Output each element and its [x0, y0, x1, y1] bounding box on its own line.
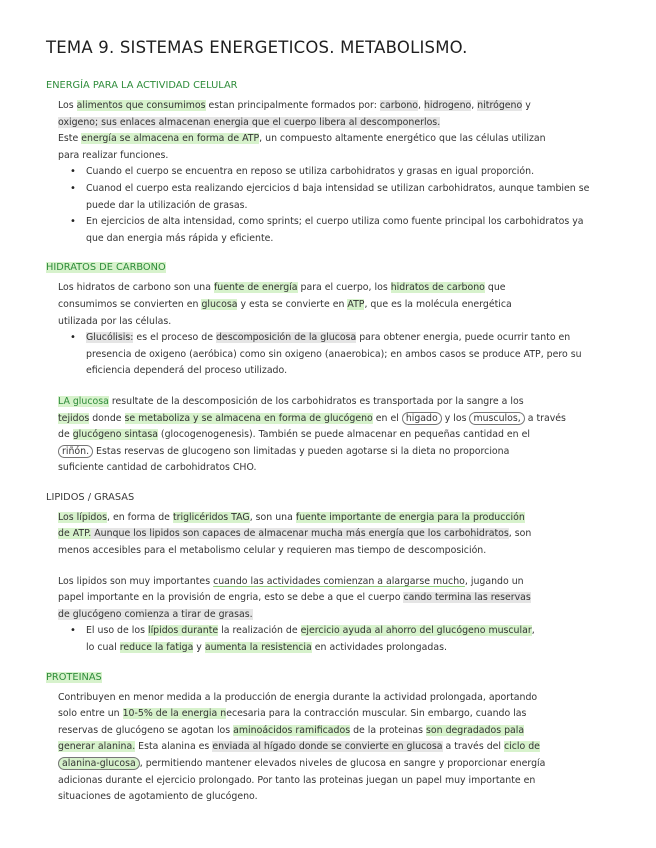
section-heading-lipidos: LIPIDOS / GRASAS	[46, 491, 135, 503]
document-title: TEMA 9. SISTEMAS ENERGETICOS. METABOLISMO.	[46, 38, 468, 57]
section-body-energia	[58, 98, 596, 247]
list-item: • Cuando el cuerpo se encuentra en reposo se utiliza carbohidratos y grasas en igual proporción.	[86, 164, 596, 181]
section-body-proteinas	[58, 690, 596, 806]
section-heading-energia: ENERGÍA PARA LA ACTIVIDAD CELULAR	[46, 80, 238, 91]
paragraph: Contribuyen en menor medida a la producción de energia durante la actividad prolongada, aportando solo entre un 10-5% de la energia necesaria para la contracción muscular. Sin embargo, cuando las reservas de glucógeno se agotan los aminoácidos ramificados de la proteinas son degradados pala generar alanina. Esta alanina es enviada al hígado donde se convierte en glucosa a través del ciclo de alanina-glucosa , permitiendo mantener elevados niveles de glucosa en sangre y proporcionar energía adicionas durante el ejercicio prolongado. Por tanto las proteinas juegan un papel muy importante en situaciones de agotamiento de glucógeno.	[58, 691, 546, 803]
paragraph: Los alimentos que consumimos estan principalmente formados por: carbono, hidrogeno, nitrógeno y oxigeno; sus enlaces almacenan energia que el cuerpo libera al descomponerlos.	[58, 100, 531, 128]
paragraph: Este energía se almacena en forma de ATP, un compuesto altamente energético que las células utilizan para realizar funciones.	[58, 133, 546, 161]
list-item: • Cuanod el cuerpo esta realizando ejercicios d baja intensidad se utilizan carbohidratos, aunque tambien se puede dar la utilización de grasas.	[86, 181, 596, 214]
bullet-list	[58, 330, 596, 380]
list-item: • El uso de los lípidos durante la realización de ejercicio ayuda al ahorro del glucógeno muscular, lo cual reduce la fatiga y aumenta la resistencia en actividades prolongadas.	[86, 623, 596, 656]
paragraph: Los hidratos de carbono son una fuente de energía para el cuerpo, los hidratos de carbono que consumimos se convierten en glucosa y esta se convierte en ATP, que es la molécula energética utilizada por las células.	[58, 282, 512, 327]
section-body-hidratos	[58, 280, 596, 380]
list-item: • En ejercicios de alta intensidad, como sprints; el cuerpo utiliza como fuente principal los carbohidratos ya que dan energia más rápida y eficiente.	[86, 214, 596, 247]
section-heading-proteinas: PROTEINAS	[46, 671, 102, 683]
bullet-list	[58, 623, 596, 656]
section-heading-hidratos: HIDRATOS DE CARBONO	[46, 262, 166, 274]
paragraph: Los lipidos son muy importantes cuando las actividades comienzan a alargarse mucho, jugando un papel importante en la provisión de engria, esto se debe a que el cuerpo cando termina las reservas de glucógeno comienza a tirar de grasas.	[58, 575, 531, 620]
paragraph: Los lípidos, en forma de triglicéridos TAG, son una fuente importante de energia para la producción de ATP. Aunque los lipidos son capaces de almacenar mucha más energía que los carbohidratos, son menos accesibles para el metabolismo celular y requieren mas tiempo de descomposición.	[58, 511, 532, 557]
list-item: • Glucólisis: es el proceso de descomposición de la glucosa para obtener energia, puede ocurrir tanto en presencia de oxigeno (aeróbica) como sin oxigeno (anaerobica); en ambos casos se produce ATP, pero su eficiencia dependerá del proceso utilizado.	[86, 330, 596, 380]
bullet-list	[58, 164, 596, 247]
paragraph-glucosa: LA glucosa resultate de la descomposición de los carbohidratos es transportada por la sangre a los tejidos donde se metaboliza y se almacena en forma de glucógeno en el higado y los musculos, a través de glucógeno sintasa (glocogenogenesis). También se puede almacenar en pequeñas cantidad en el riñón. Estas reservas de glucogeno son limitadas y pueden agotarse si la dieta no proporciona suficiente cantidad de carbohidratos CHO.	[58, 395, 566, 474]
section-body-lipidos	[58, 510, 596, 657]
